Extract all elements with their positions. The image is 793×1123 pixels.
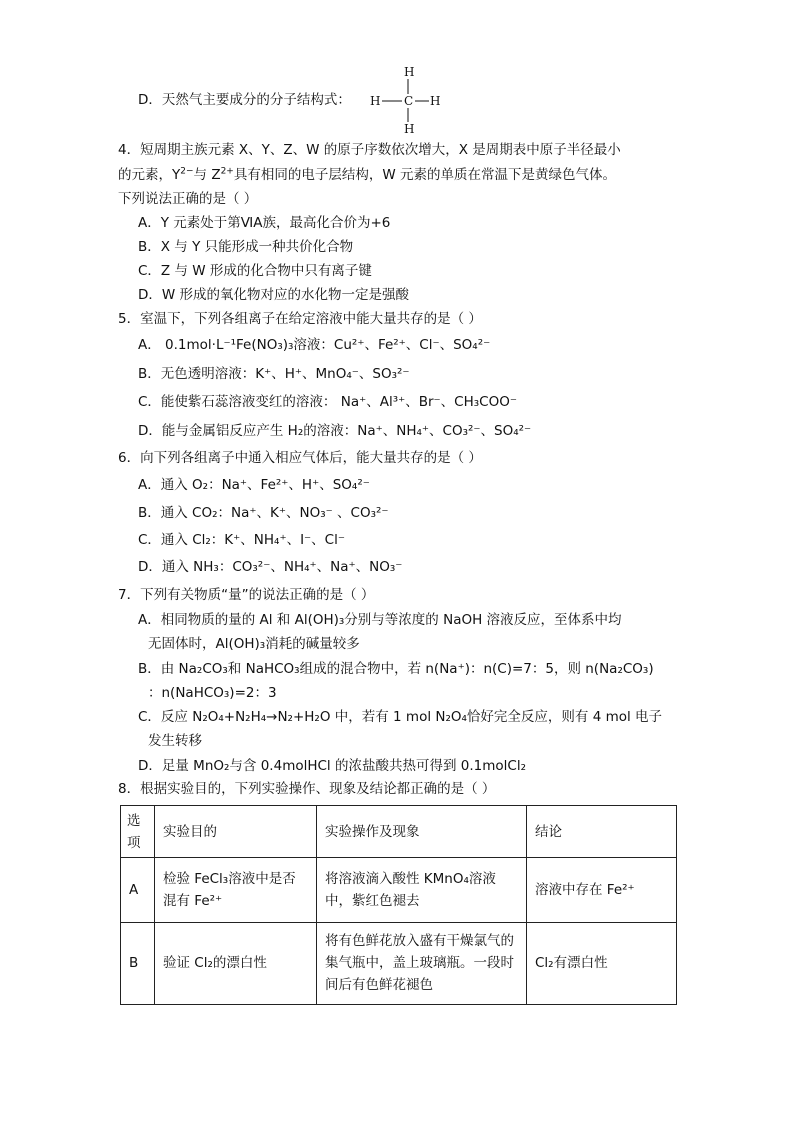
q4-stem2-post: 具有相同的电子层结构，W 元素的单质在常温下是黄绿色气体。 bbox=[233, 167, 616, 183]
q7-option-d: D．足量 MnO₂与含 0.4molHCl 的浓盐酸共热可得到 0.1molCl₂ bbox=[138, 758, 526, 774]
q7-option-c-line2: 发生转移 bbox=[148, 733, 202, 749]
q4-option-d: D．W 形成的氧化物对应的水化物一定是强酸 bbox=[138, 287, 410, 303]
header-option: 选项 bbox=[121, 806, 155, 858]
row-b-conclusion: Cl₂有漂白性 bbox=[527, 922, 677, 1004]
q5-stem: 5．室温下，下列各组离子在给定溶液中能大量共存的是（ ） bbox=[118, 311, 482, 327]
experiment-table bbox=[120, 805, 677, 1005]
q6-option-a: A．通入 O₂：Na⁺、Fe²⁺、H⁺、SO₄²⁻ bbox=[138, 477, 370, 493]
q7-option-a-line1: A．相同物质的量的 Al 和 Al(OH)₃分别与等浓度的 NaOH 溶液反应，至体系中均 bbox=[138, 612, 622, 628]
table-header-row bbox=[121, 806, 677, 858]
row-b-option: B bbox=[121, 922, 155, 1004]
q4-option-a: A．Y 元素处于第ⅥA族，最高化合价为+6 bbox=[138, 215, 391, 231]
q4-stem-line2 bbox=[118, 165, 616, 185]
q5-option-c: C．能使紫石蕊溶液变红的溶液： Na⁺、Al³⁺、Br⁻、CH₃COO⁻ bbox=[138, 394, 517, 410]
q7-option-c-line1: C．反应 N₂O₄+N₂H₄→N₂+H₂O 中，若有 1 mol N₂O₄恰好完全反应，则有 4 mol 电子 bbox=[138, 709, 663, 725]
methane-h-left: H bbox=[370, 94, 381, 108]
methane-h-bottom: H bbox=[404, 122, 415, 136]
q7-stem: 7．下列有关物质“量”的说法正确的是（ ） bbox=[118, 587, 375, 603]
q7-option-a-line2: 无固体时，Al(OH)₃消耗的碱量较多 bbox=[148, 636, 360, 652]
q4-stem-line3: 下列说法正确的是（ ） bbox=[118, 191, 258, 207]
header-operation: 实验操作及现象 bbox=[317, 806, 527, 858]
q4-stem-line1: 4．短周期主族元素 X、Y、Z、W 的原子序数依次增大，X 是周期表中原子半径最小 bbox=[118, 142, 621, 158]
table-row bbox=[121, 922, 677, 1004]
q5-option-b: B．无色透明溶液：K⁺、H⁺、MnO₄⁻、SO₃²⁻ bbox=[138, 366, 410, 382]
header-purpose: 实验目的 bbox=[155, 806, 317, 858]
q4-option-c: C．Z 与 W 形成的化合物中只有离子键 bbox=[138, 263, 372, 279]
row-b-operation: 将有色鲜花放入盛有干燥氯气的集气瓶中，盖上玻璃瓶。一段时间后有色鲜花褪色 bbox=[317, 922, 527, 1004]
q6-stem: 6．向下列各组离子中通入相应气体后，能大量共存的是（ ） bbox=[118, 450, 482, 466]
header-conclusion: 结论 bbox=[527, 806, 677, 858]
row-a-purpose: 检验 FeCl₃溶液中是否混有 Fe²⁺ bbox=[155, 858, 317, 922]
q6-option-c: C．通入 Cl₂：K⁺、NH₄⁺、I⁻、Cl⁻ bbox=[138, 532, 345, 548]
q8-stem: 8．根据实验目的，下列实验操作、现象及结论都正确的是（ ） bbox=[118, 781, 496, 797]
methane-bonds bbox=[372, 66, 442, 136]
q4-z-charge: 2+ bbox=[220, 166, 234, 177]
row-b-purpose: 验证 Cl₂的漂白性 bbox=[155, 922, 317, 1004]
q4-stem2-pre: 的元素，Y bbox=[118, 167, 181, 183]
q6-option-b: B．通入 CO₂：Na⁺、K⁺、NO₃⁻ 、CO₃²⁻ bbox=[138, 505, 389, 521]
q4-stem2-mid: 与 Z bbox=[193, 167, 221, 183]
methane-h-top: H bbox=[404, 65, 415, 79]
row-a-conclusion: 溶液中存在 Fe²⁺ bbox=[527, 858, 677, 922]
row-a-option: A bbox=[121, 858, 155, 922]
q4-option-b: B．X 与 Y 只能形成一种共价化合物 bbox=[138, 239, 354, 255]
methane-h-right: H bbox=[430, 94, 441, 108]
q5-option-d: D．能与金属铝反应产生 H₂的溶液：Na⁺、NH₄⁺、CO₃²⁻、SO₄²⁻ bbox=[138, 423, 532, 439]
q4-y-charge: 2− bbox=[180, 166, 194, 177]
q3-option-d: D．天然气主要成分的分子结构式： bbox=[138, 92, 351, 108]
row-a-operation: 将溶液滴入酸性 KMnO₄溶液中，紫红色褪去 bbox=[317, 858, 527, 922]
q7-option-b-line1: B．由 Na₂CO₃和 NaHCO₃组成的混合物中，若 n(Na⁺)：n(C)=7：5，则 n(Na₂CO₃) bbox=[138, 661, 654, 677]
q5-option-a: A． 0.1mol·L⁻¹Fe(NO₃)₃溶液：Cu²⁺、Fe²⁺、Cl⁻、SO₄²⁻ bbox=[138, 337, 491, 353]
q7-option-b-line2: ：n(NaHCO₃)=2：3 bbox=[148, 685, 277, 701]
table-row bbox=[121, 858, 677, 922]
methane-c: C bbox=[404, 94, 414, 108]
methane-structural-formula bbox=[372, 66, 442, 136]
q6-option-d: D．通入 NH₃：CO₃²⁻、NH₄⁺、Na⁺、NO₃⁻ bbox=[138, 559, 403, 575]
